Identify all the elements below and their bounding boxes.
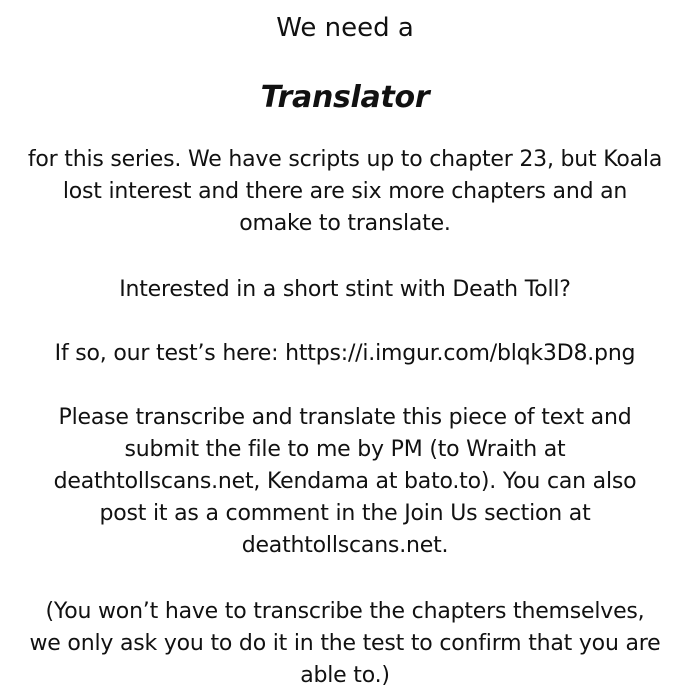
paragraph-line: lost interest and there are six more chapters and an [62,179,628,204]
paragraph-line: Interested in a short stint with Death Toll? [119,277,571,302]
paragraph-line: deathtollscans.net, Kendama at bato.to). You can also [53,469,637,494]
paragraph-line: submit the file to me by PM (to Wraith at [124,437,566,462]
notice-heading: We need a [276,13,414,43]
paragraph-line: omake to translate. [239,211,451,236]
paragraph-line: Please transcribe and translate this piece of text and [58,405,632,430]
paragraph-line: (You won’t have to transcribe the chapters themselves, [45,599,645,624]
notice-title: Translator [260,80,430,115]
paragraph-line: post it as a comment in the Join Us section at [99,501,591,526]
paragraph-line: deathtollscans.net. [241,533,449,558]
paragraph-line: If so, our test’s here: https://i.imgur.com/blqk3D8.png [54,341,636,366]
paragraph-line: for this series. We have scripts up to chapter 23, but Koala [27,147,663,172]
paragraph-line: we only ask you to do it in the test to confirm that you are [29,631,661,656]
paragraph-line: able to.) [300,663,390,688]
